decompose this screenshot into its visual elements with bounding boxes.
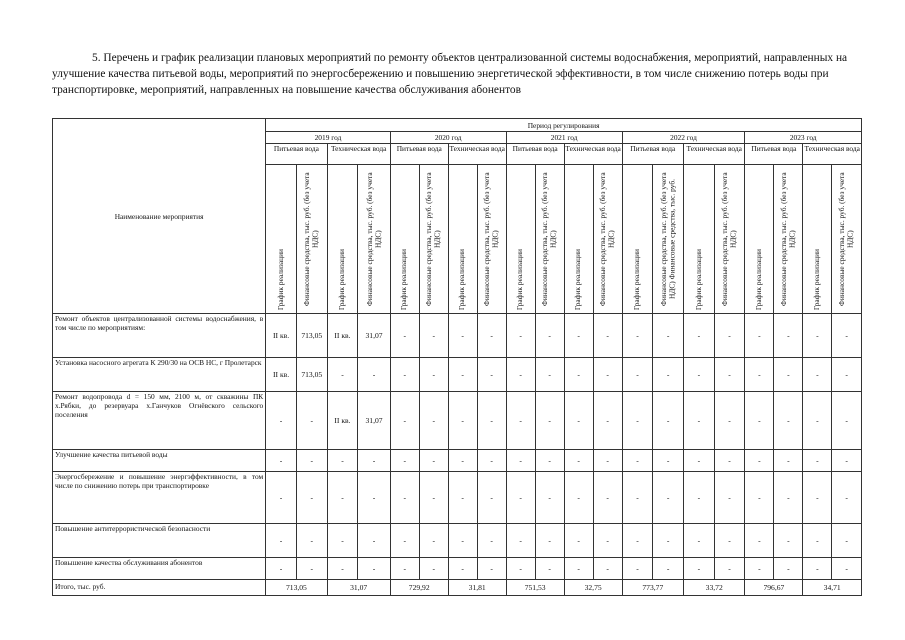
measures-table xyxy=(52,118,862,596)
table-cell: - xyxy=(593,358,622,392)
table-cell: - xyxy=(653,314,684,358)
total-value: 31,07 xyxy=(327,580,390,596)
table-cell: 31,07 xyxy=(358,314,390,358)
table-cell: - xyxy=(653,392,684,450)
table-cell: - xyxy=(774,358,803,392)
column-header-label: График реализации xyxy=(754,248,764,310)
table-cell: - xyxy=(448,450,477,472)
table-cell: - xyxy=(564,524,593,558)
column-header-label: График реализации xyxy=(812,248,822,310)
table-cell: - xyxy=(832,392,862,450)
table-cell: - xyxy=(774,524,803,558)
table-cell: - xyxy=(535,392,564,450)
table-cell: - xyxy=(832,524,862,558)
table-cell: - xyxy=(653,472,684,524)
measure-name: Повышение качества обслуживания абонентов xyxy=(53,558,266,580)
table-cell: - xyxy=(714,524,745,558)
table-cell: - xyxy=(593,524,622,558)
table-cell: - xyxy=(684,558,715,580)
year-header: 2019 год xyxy=(266,132,391,144)
finance-column-header xyxy=(593,165,622,314)
table-cell: - xyxy=(593,450,622,472)
water-type-header: Техническая вода xyxy=(684,144,745,165)
table-cell: - xyxy=(684,450,715,472)
finance-column-header xyxy=(653,165,684,314)
table-cell: - xyxy=(506,314,535,358)
column-header-label: График реализации xyxy=(337,248,347,310)
table-cell: - xyxy=(832,314,862,358)
table-cell: - xyxy=(745,472,774,524)
table-cell: - xyxy=(593,314,622,358)
schedule-column-header xyxy=(506,165,535,314)
table-cell: - xyxy=(535,450,564,472)
schedule-column-header xyxy=(448,165,477,314)
table-cell: - xyxy=(684,472,715,524)
table-cell: - xyxy=(593,472,622,524)
schedule-column-header xyxy=(327,165,358,314)
column-header-label: Финансовые средства, тыс. руб. (без учета НДС) xyxy=(302,172,320,307)
column-header-label: Финансовые средства, тыс. руб. (без учета НДС) xyxy=(837,172,855,307)
table-cell: - xyxy=(419,524,448,558)
column-header-label: Финансовые средства, тыс. руб. (без учета НДС) Финансовые средства, тыс. руб. xyxy=(658,172,677,307)
table-cell: - xyxy=(448,524,477,558)
column-header-label: Финансовые средства, тыс. руб. (без учета НДС) xyxy=(364,172,383,307)
table-cell: - xyxy=(296,392,327,450)
table-cell: - xyxy=(448,558,477,580)
table-cell: - xyxy=(506,392,535,450)
table-cell: - xyxy=(803,392,832,450)
table-cell: - xyxy=(266,392,297,450)
table-cell: - xyxy=(803,450,832,472)
table-cell: - xyxy=(477,314,506,358)
table-cell: - xyxy=(390,392,419,450)
table-cell: - xyxy=(832,358,862,392)
table-cell: - xyxy=(327,472,358,524)
table-cell: - xyxy=(390,314,419,358)
table-cell: - xyxy=(564,472,593,524)
table-cell: II кв. xyxy=(327,314,358,358)
table-cell: - xyxy=(745,314,774,358)
table-cell: - xyxy=(622,472,653,524)
table-cell: - xyxy=(745,392,774,450)
table-cell: - xyxy=(327,450,358,472)
measure-name: Установка насосного агрегата К 290/30 на ОСВ НС, г Пролетарск xyxy=(53,358,266,392)
table-cell: - xyxy=(684,392,715,450)
total-value: 33,72 xyxy=(684,580,745,596)
table-cell: - xyxy=(774,392,803,450)
table-cell: - xyxy=(390,472,419,524)
table-cell: II кв. xyxy=(327,392,358,450)
year-header: 2023 год xyxy=(745,132,862,144)
table-cell: - xyxy=(419,392,448,450)
table-cell: - xyxy=(390,450,419,472)
schedule-column-header xyxy=(564,165,593,314)
finance-column-header xyxy=(535,165,564,314)
table-cell: - xyxy=(622,358,653,392)
table-cell: - xyxy=(296,558,327,580)
total-value: 31,81 xyxy=(448,580,506,596)
heading-text: 5. Перечень и график реализации плановых мероприятий по ремонту объектов централизованной системы водоснабжения, мероприятий, направленных на улучшение качества питьевой воды, мероприятий по энергосбережению и повышению энергетической эффективности, в том числе снижению потерь воды при транспортировке, мероприятий, направленных на повышение качества обслуживания абонентов xyxy=(52,52,848,96)
table-cell: - xyxy=(448,358,477,392)
table-cell: - xyxy=(477,450,506,472)
water-type-header: Техническая вода xyxy=(803,144,862,165)
table-cell: - xyxy=(358,524,390,558)
table-cell: - xyxy=(745,558,774,580)
table-cell: - xyxy=(714,450,745,472)
schedule-column-header xyxy=(390,165,419,314)
water-type-header: Питьевая вода xyxy=(622,144,683,165)
table-cell: - xyxy=(535,314,564,358)
year-header: 2022 год xyxy=(622,132,745,144)
table-cell: - xyxy=(506,558,535,580)
water-type-header: Питьевая вода xyxy=(266,144,327,165)
table-cell: - xyxy=(358,558,390,580)
table-cell: - xyxy=(327,524,358,558)
table-cell: - xyxy=(358,358,390,392)
table-cell: - xyxy=(832,450,862,472)
table-cell: - xyxy=(477,558,506,580)
table-cell: - xyxy=(535,524,564,558)
total-value: 773,77 xyxy=(622,580,683,596)
table-cell: 713,05 xyxy=(296,358,327,392)
table-cell: - xyxy=(506,524,535,558)
table-cell: - xyxy=(774,558,803,580)
table-cell: - xyxy=(564,358,593,392)
table-row xyxy=(53,392,862,450)
table-cell: - xyxy=(745,524,774,558)
table-cell: - xyxy=(653,450,684,472)
measure-name: Ремонт водопровода d = 150 мм, 2100 м, от скважины ПК х.Рябки, до резервуара х.Ганчуков Огнёвского сельского поселения xyxy=(53,392,266,450)
schedule-column-header xyxy=(803,165,832,314)
table-cell: - xyxy=(714,472,745,524)
table-cell: - xyxy=(622,450,653,472)
measure-name: Ремонт объектов централизованной системы водоснабжения, в том числе по мероприятиям: xyxy=(53,314,266,358)
table-cell: - xyxy=(419,314,448,358)
table-row xyxy=(53,472,862,524)
table-cell: - xyxy=(419,450,448,472)
total-value: 34,71 xyxy=(803,580,862,596)
water-type-header: Питьевая вода xyxy=(390,144,448,165)
table-cell: - xyxy=(477,358,506,392)
name-column-header: Наименование мероприятия xyxy=(53,119,266,314)
table-cell: - xyxy=(419,472,448,524)
total-value: 751,53 xyxy=(506,580,564,596)
table-cell: - xyxy=(803,314,832,358)
table-cell: - xyxy=(535,358,564,392)
table-cell: - xyxy=(477,392,506,450)
table-cell: - xyxy=(774,472,803,524)
table-cell: - xyxy=(622,314,653,358)
table-cell: - xyxy=(506,450,535,472)
column-header-label: Финансовые средства, тыс. руб. (без учета НДС) xyxy=(540,172,558,307)
table-cell: - xyxy=(803,558,832,580)
total-row xyxy=(53,580,862,596)
table-cell: - xyxy=(390,524,419,558)
column-header-label: Финансовые средства, тыс. руб. (без учета НДС) xyxy=(720,172,738,307)
table-cell: - xyxy=(296,472,327,524)
finance-column-header xyxy=(296,165,327,314)
table-cell: - xyxy=(564,450,593,472)
water-type-header: Питьевая вода xyxy=(506,144,564,165)
table-row xyxy=(53,524,862,558)
table-cell: - xyxy=(622,524,653,558)
finance-column-header xyxy=(477,165,506,314)
total-value: 796,67 xyxy=(745,580,803,596)
table-cell: - xyxy=(266,524,297,558)
table-body xyxy=(53,314,862,596)
table-cell: - xyxy=(564,558,593,580)
table-cell: - xyxy=(477,524,506,558)
table-cell: - xyxy=(419,558,448,580)
finance-column-header xyxy=(419,165,448,314)
table-cell: - xyxy=(684,314,715,358)
schedule-column-header xyxy=(745,165,774,314)
table-cell: - xyxy=(803,358,832,392)
total-value: 713,05 xyxy=(266,580,327,596)
table-cell: 31,07 xyxy=(358,392,390,450)
table-cell: - xyxy=(390,358,419,392)
column-header-label: Финансовые средства, тыс. руб. (без учета НДС) xyxy=(598,172,616,307)
measure-name: Улучшение качества питьевой воды xyxy=(53,450,266,472)
table-cell: - xyxy=(745,450,774,472)
table-cell: - xyxy=(832,472,862,524)
table-cell: - xyxy=(564,314,593,358)
measure-name: Повышение антитеррористической безопасности xyxy=(53,524,266,558)
total-label: Итого, тыс. руб. xyxy=(53,580,266,596)
table-cell: - xyxy=(448,472,477,524)
table-cell: - xyxy=(653,358,684,392)
table-cell: - xyxy=(327,358,358,392)
column-header-label: Финансовые средства, тыс. руб. (без учета НДС) xyxy=(482,172,500,307)
finance-column-header xyxy=(774,165,803,314)
schedule-column-header xyxy=(266,165,297,314)
table-cell: - xyxy=(448,392,477,450)
table-cell: - xyxy=(535,558,564,580)
year-header: 2021 год xyxy=(506,132,622,144)
year-header: 2020 год xyxy=(390,132,506,144)
table-cell: - xyxy=(266,558,297,580)
water-type-header: Питьевая вода xyxy=(745,144,803,165)
period-header: Период регулирования xyxy=(266,119,862,132)
finance-column-header xyxy=(714,165,745,314)
table-cell: - xyxy=(327,558,358,580)
table-cell: - xyxy=(774,450,803,472)
column-header-label: Финансовые средства, тыс. руб. (без учета НДС) xyxy=(424,172,442,307)
column-header-label: График реализации xyxy=(399,248,409,310)
section-heading xyxy=(52,50,862,98)
table-row xyxy=(53,558,862,580)
table-cell: - xyxy=(358,472,390,524)
table-cell: - xyxy=(358,450,390,472)
table-cell: - xyxy=(622,392,653,450)
table-cell: - xyxy=(653,558,684,580)
table-cell: - xyxy=(506,358,535,392)
column-header-label: График реализации xyxy=(457,248,467,310)
table-cell: - xyxy=(296,450,327,472)
table-cell: - xyxy=(774,314,803,358)
table-cell: - xyxy=(622,558,653,580)
column-header-label: График реализации xyxy=(573,248,583,310)
water-type-header: Техническая вода xyxy=(448,144,506,165)
table-cell: - xyxy=(714,392,745,450)
table-cell: - xyxy=(832,558,862,580)
total-value: 32,75 xyxy=(564,580,622,596)
water-type-header: Техническая вода xyxy=(564,144,622,165)
table-cell: - xyxy=(593,392,622,450)
table-cell: - xyxy=(564,392,593,450)
column-header-label: График реализации xyxy=(275,248,285,310)
table-cell: - xyxy=(714,558,745,580)
table-cell: - xyxy=(653,524,684,558)
schedule-column-header xyxy=(684,165,715,314)
table-cell: - xyxy=(803,472,832,524)
table-cell: - xyxy=(803,524,832,558)
finance-column-header xyxy=(358,165,390,314)
measure-name: Энергосбережение и повышение энергэффективности, в том числе по снижению потерь при транспортировке xyxy=(53,472,266,524)
schedule-column-header xyxy=(622,165,653,314)
table-cell: - xyxy=(296,524,327,558)
table-row xyxy=(53,358,862,392)
table-cell: - xyxy=(506,472,535,524)
column-header-label: График реализации xyxy=(515,248,525,310)
water-type-header: Техническая вода xyxy=(327,144,390,165)
table-cell: - xyxy=(477,472,506,524)
table-cell: - xyxy=(266,450,297,472)
table-cell: - xyxy=(419,358,448,392)
table-cell: - xyxy=(593,558,622,580)
table-cell: - xyxy=(714,358,745,392)
finance-column-header xyxy=(832,165,862,314)
column-header-label: График реализации xyxy=(693,248,703,310)
table-cell: 713,05 xyxy=(296,314,327,358)
table-cell: - xyxy=(448,314,477,358)
table-cell: II кв. xyxy=(266,314,297,358)
table-cell: - xyxy=(684,524,715,558)
table-cell: - xyxy=(684,358,715,392)
table-row xyxy=(53,314,862,358)
total-value: 729,92 xyxy=(390,580,448,596)
table-cell: - xyxy=(714,314,745,358)
column-header-label: Финансовые средства, тыс. руб. (без учета НДС) xyxy=(778,172,797,307)
table-row xyxy=(53,450,862,472)
table-cell: - xyxy=(535,472,564,524)
table-cell: - xyxy=(745,358,774,392)
column-header-label: График реализации xyxy=(632,248,642,310)
table-cell: II кв. xyxy=(266,358,297,392)
table-cell: - xyxy=(266,472,297,524)
table-cell: - xyxy=(390,558,419,580)
